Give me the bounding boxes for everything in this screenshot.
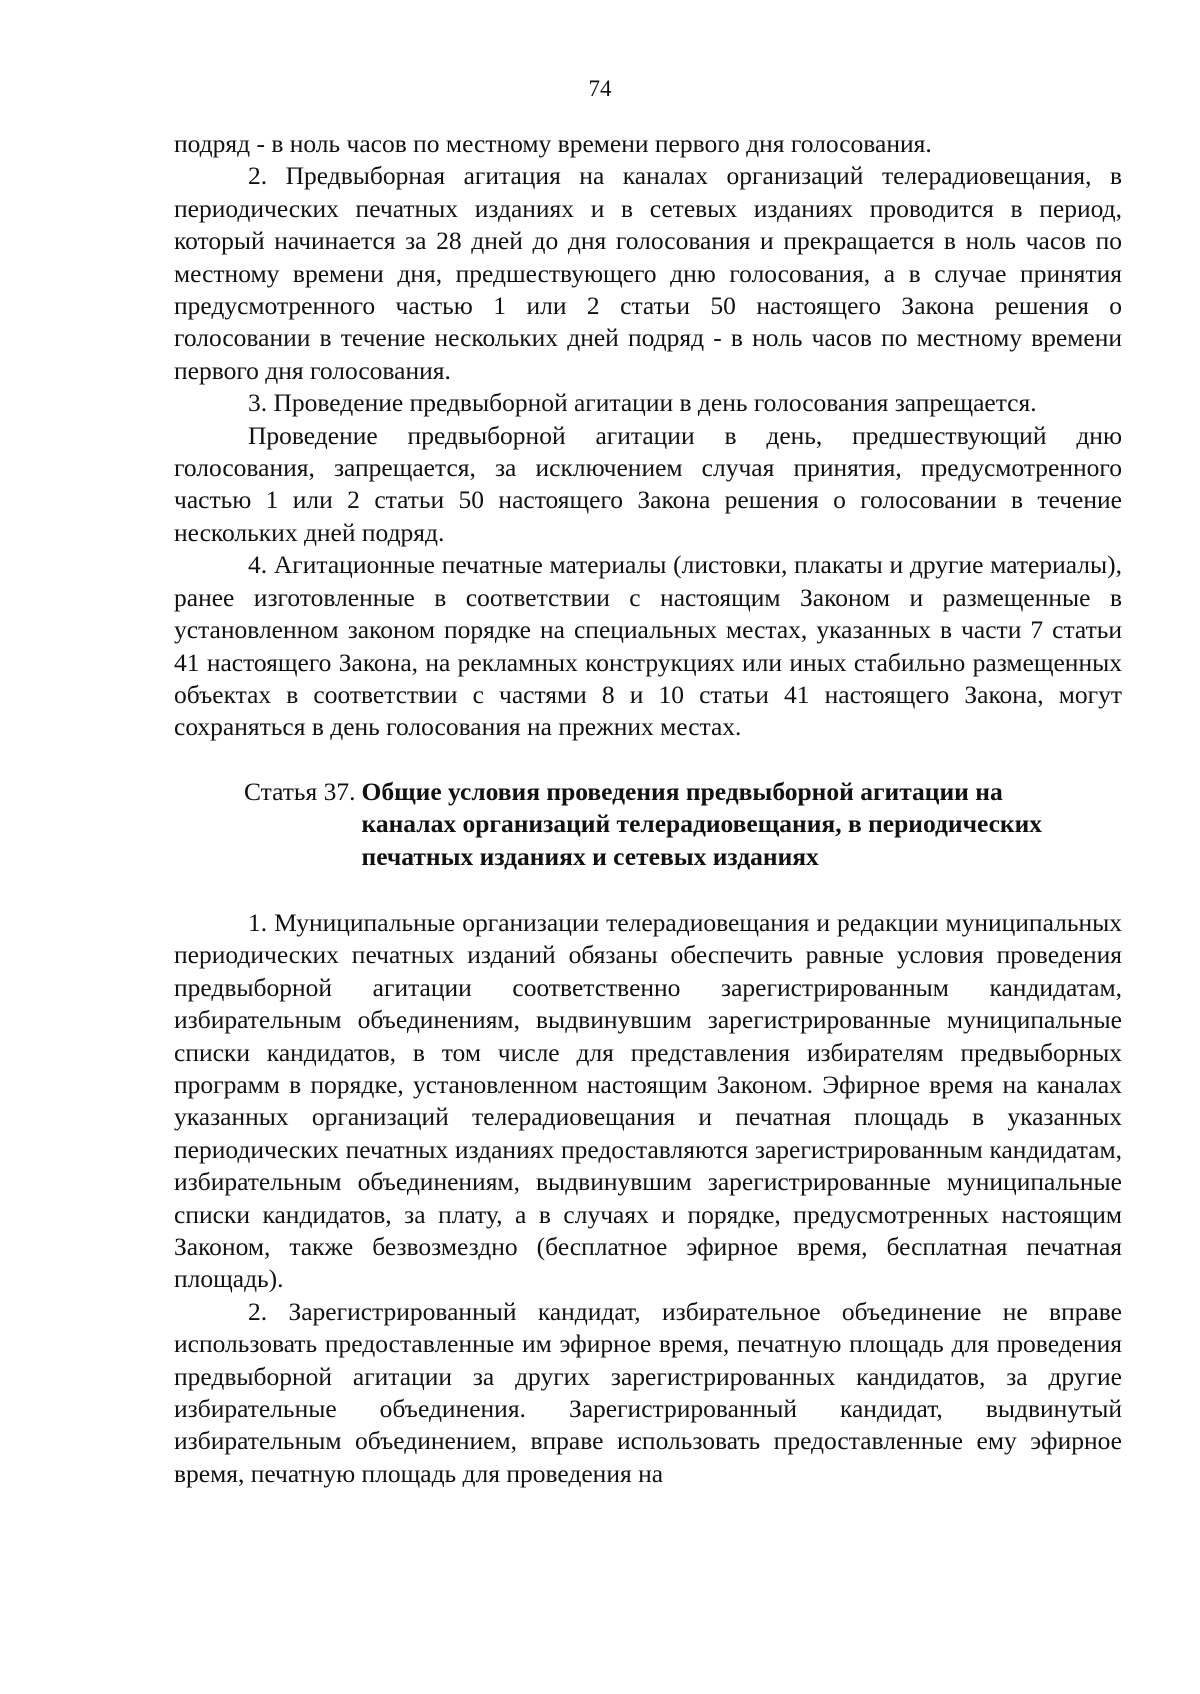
article-paragraph-1: 1. Муниципальные организации телерадиовещания и редакции муниципальных периодических печатных изданий обязаны обеспечить равные условия проведения предвыборной агитации соответственно зарегистрированным кандидатам, избирательным объединениям, выдвинувшим зарегистрированные муниципальные списки кандидатов, в том числе для представления избирателям предвыборных программ в порядке, установленном настоящим Законом. Эфирное время на каналах указанных организаций телерадиовещания и печатная площадь в указанных периодических печатных изданиях предоставляются зарегистрированным кандидатам, избирательным объединениям, выдвинувшим зарегистрированные муниципальные списки кандидатов, за плату, а в случаях и порядке, предусмотренных настоящим Законом, также безвозмездно (бесплатное эфирное время, бесплатная печатная площадь). [174,907,1122,1294]
page-number: 74 [588,76,612,101]
document-body [174,128,1122,1490]
article-paragraph-2: 2. Зарегистрированный кандидат, избирательное объединение не вправе использовать предоставленные им эфирное время, печатную площадь для проведения предвыборной агитации за других зарегистрированных кандидатов, за другие избирательные объединения. Зарегистрированный кандидат, выдвинутый избирательным объединением, вправе использовать предоставленные ему эфирное время, печатную площадь для проведения на [174,1296,1122,1488]
paragraph-item-3: 3. Проведение предвыборной агитации в день голосования запрещается. [248,388,1037,418]
paragraph-continuation: подряд - в ноль часов по местному времени первого дня голосования. [174,129,932,158]
paragraph-item-3-continued: Проведение предвыборной агитации в день, предшествующий дню голосования, запрещается, за исключением случая принятия, предусмотренного частью 1 или 2 статьи 50 настоящего Закона решения о голосовании в течение нескольких дней подряд. [174,420,1122,547]
paragraph-item-4: 4. Агитационные печатные материалы (листовки, плакаты и другие материалы), ранее изготовленные в соответствии с настоящим Законом и размещенные в установленном законом порядке на специальных местах, указанных в части 7 статьи 41 настоящего Закона, на рекламных конструкциях или иных стабильно размещенных объектах в соответствии с частями 8 и 10 статьи 41 настоящего Закона, могут сохраняться в день голосования на прежних местах. [174,550,1122,742]
paragraph-item-2: 2. Предвыборная агитация на каналах организаций телерадиовещания, в периодических печатных изданиях и в сетевых изданиях проводится в период, который начинается за 28 дней до дня голосования и прекращается в ноль часов по местному времени дня, предшествующего дню голосования, а в случае принятия предусмотренного частью 1 или 2 статьи 50 настоящего Закона решения о голосовании в течение нескольких дней подряд - в ноль часов по местному времени первого дня голосования. [174,161,1122,385]
article-title: Общие условия проведения предвыборной агитации на каналах организаций телерадиовещания, в периодических печатных изданиях и сетевых изданиях [361,776,1043,871]
article-number: Статья 37. [244,776,356,806]
article-heading [174,776,1122,873]
